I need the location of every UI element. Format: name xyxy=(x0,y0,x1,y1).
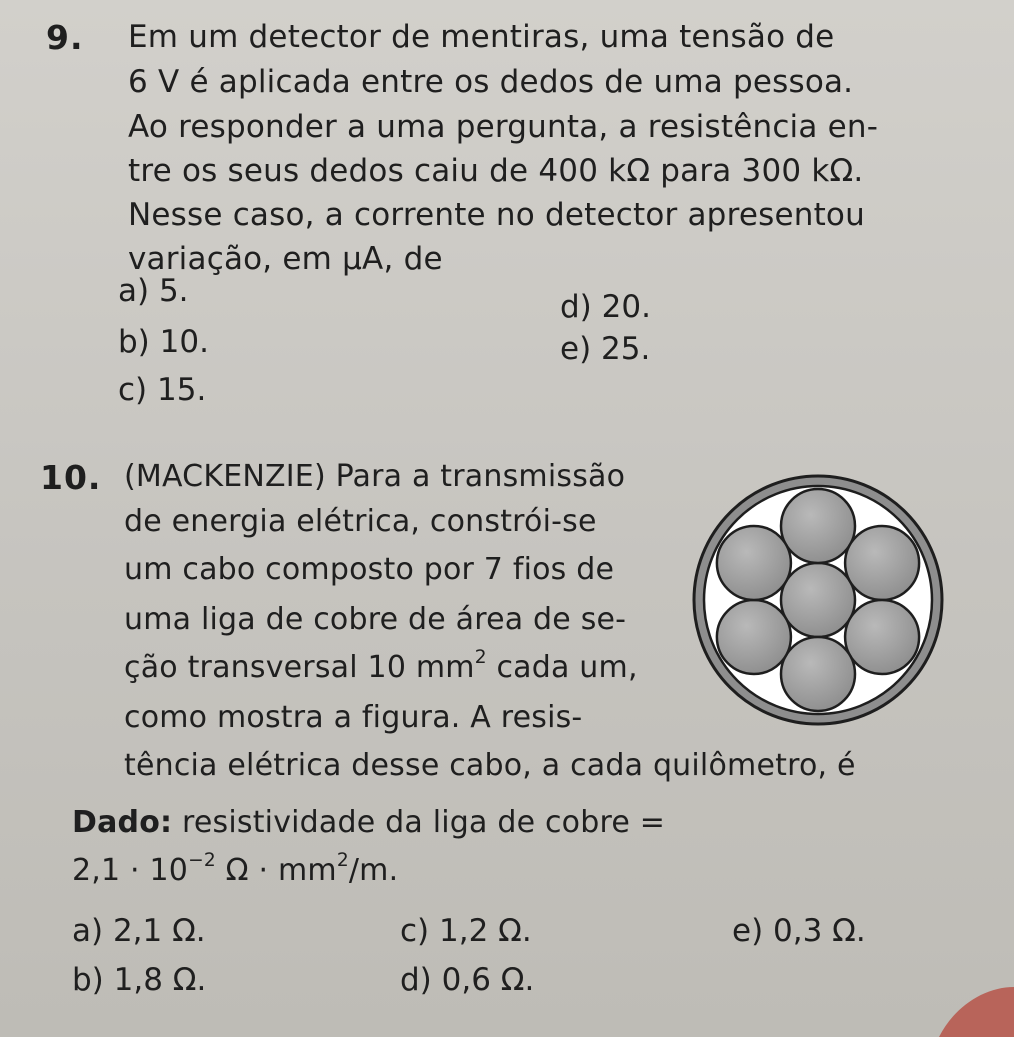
area-exponent: 2 xyxy=(474,647,487,669)
resistivity-unit-suffix: /m. xyxy=(348,853,399,888)
resistivity-exponent: −2 xyxy=(188,850,216,872)
resistivity-value xyxy=(72,850,399,888)
question-10-number: 10. xyxy=(40,458,102,497)
resistivity-unit: Ω · mm xyxy=(215,853,337,888)
question-10-option-e: e) 0,3 Ω. xyxy=(732,913,866,949)
area-value: 10 mm xyxy=(367,650,475,685)
question-10-line-1: (MACKENZIE) Para a transmissão xyxy=(124,459,626,494)
question-9-line-2: 6 V é aplicada entre os dedos de uma pessoa. xyxy=(128,64,854,100)
question-9-line-5: Nesse caso, a corrente no detector apresentou xyxy=(128,197,865,233)
question-10-option-a: a) 2,1 Ω. xyxy=(72,913,206,949)
wire-5 xyxy=(717,600,791,674)
question-9-option-c: c) 15. xyxy=(118,372,207,408)
given-data-label: Dado: xyxy=(72,805,173,840)
question-10-line-3: um cabo composto por 7 fios de xyxy=(124,552,615,587)
question-9-option-a: a) 5. xyxy=(118,273,189,309)
question-10-line-5 xyxy=(124,647,638,685)
question-9-line-6: variação, em μA, de xyxy=(128,241,443,277)
resistivity-mantissa: 2,1 · 10 xyxy=(72,853,189,888)
wire-center xyxy=(781,563,855,637)
question-9-option-e: e) 25. xyxy=(560,331,651,367)
question-10-line-2: de energia elétrica, constrói-se xyxy=(124,504,597,539)
question-9-number: 9. xyxy=(46,18,84,57)
question-10-option-d: d) 0,6 Ω. xyxy=(400,962,535,998)
question-9-line-3: Ao responder a uma pergunta, a resistência en- xyxy=(128,109,879,145)
resistivity-unit-exponent: 2 xyxy=(336,850,349,872)
question-10-line-7: tência elétrica desse cabo, a cada quilômetro, é xyxy=(124,748,856,783)
wire-4 xyxy=(781,637,855,711)
question-10-line-5-text: ção transversal xyxy=(124,650,368,685)
question-10-given-data xyxy=(72,805,665,840)
page-corner-decoration xyxy=(924,977,1014,1037)
question-10-line-5-suffix: cada um, xyxy=(486,650,638,685)
question-10-line-6: como mostra a figura. A resis- xyxy=(124,700,583,735)
question-9-option-d: d) 20. xyxy=(560,289,651,325)
question-9-line-4: tre os seus dedos caiu de 400 kΩ para 300 kΩ. xyxy=(128,153,864,189)
given-data-text: resistividade da liga de cobre = xyxy=(172,805,666,840)
wire-6 xyxy=(717,526,791,600)
question-10-line-4: uma liga de cobre de área de se- xyxy=(124,602,627,637)
wire-3 xyxy=(845,600,919,674)
question-10-option-c: c) 1,2 Ω. xyxy=(400,913,532,949)
wire-2 xyxy=(845,526,919,600)
cable-cross-section-figure xyxy=(688,470,948,730)
question-9-line-1: Em um detector de mentiras, uma tensão de xyxy=(128,19,835,55)
question-10-option-b: b) 1,8 Ω. xyxy=(72,962,207,998)
question-9-option-b: b) 10. xyxy=(118,324,209,360)
wire-1 xyxy=(781,489,855,563)
